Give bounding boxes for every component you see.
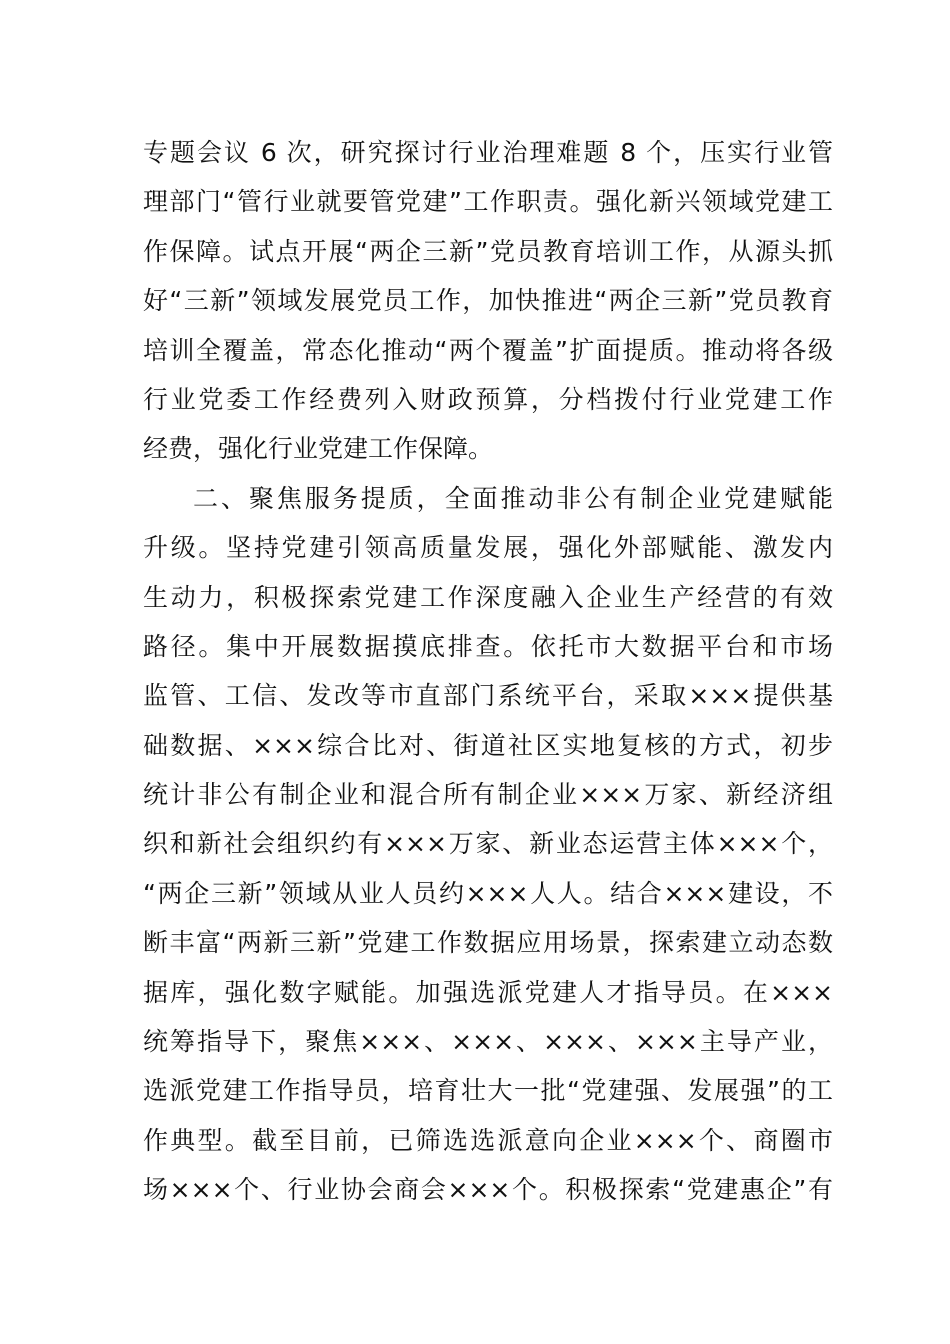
text-line: 统筹指导下，聚焦×××、×××、×××、×××主导产业， xyxy=(143,1027,833,1057)
paragraph-2 xyxy=(143,474,833,1215)
text-line: 行业党委工作经费列入财政预算，分档拨付行业党建工作 xyxy=(143,384,833,414)
text-line: 培训全覆盖，常态化推动“两个覆盖”扩面提质。推动将各级 xyxy=(143,335,833,365)
text-line: 路径。集中开展数据摸底排查。依托市大数据平台和市场 xyxy=(143,631,833,661)
text-line: “两企三新”领域从业人员约×××人人。结合×××建设，不 xyxy=(143,878,833,908)
text-line: 专题会议 6 次，研究探讨行业治理难题 8 个，压实行业管 xyxy=(143,138,833,167)
text-line: 断丰富“两新三新”党建工作数据应用场景，探索建立动态数 xyxy=(143,928,833,958)
text-line: 选派党建工作指导员，培育壮大一批“党建强、发展强”的工 xyxy=(143,1076,833,1106)
text-line: 好“三新”领域发展党员工作，加快推进“两企三新”党员教育 xyxy=(143,286,833,316)
text-line: 场×××个、行业协会商会×××个。积极探索“党建惠企”有 xyxy=(143,1175,833,1205)
text-line: 监管、工信、发改等市直部门系统平台，采取×××提供基 xyxy=(143,681,833,711)
text-line: 织和新社会组织约有×××万家、新业态运营主体×××个， xyxy=(143,829,833,859)
text-line: 作典型。截至目前，已筛选选派意向企业×××个、商圈市 xyxy=(143,1125,833,1155)
text-line: 础数据、×××综合比对、街道社区实地复核的方式，初步 xyxy=(143,730,833,760)
text-line: 作保障。试点开展“两企三新”党员教育培训工作，从源头抓 xyxy=(143,236,833,266)
text-line: 生动力，积极探索党建工作深度融入企业生产经营的有效 xyxy=(143,582,833,612)
paragraph-1 xyxy=(143,128,833,474)
text-line: 据库，强化数字赋能。加强选派党建人才指导员。在××× xyxy=(143,977,833,1007)
text-line: 统计非公有制企业和混合所有制企业×××万家、新经济组 xyxy=(143,780,833,810)
text-line: 升级。坚持党建引领高质量发展，强化外部赋能、激发内 xyxy=(143,533,833,563)
text-line: 经费，强化行业党建工作保障。 xyxy=(143,434,494,464)
text-line: 理部门“管行业就要管党建”工作职责。强化新兴领域党建工 xyxy=(143,187,833,217)
body-text xyxy=(143,128,833,1215)
section-heading-line: 二、聚焦服务提质，全面推动非公有制企业党建赋能 xyxy=(193,483,833,513)
